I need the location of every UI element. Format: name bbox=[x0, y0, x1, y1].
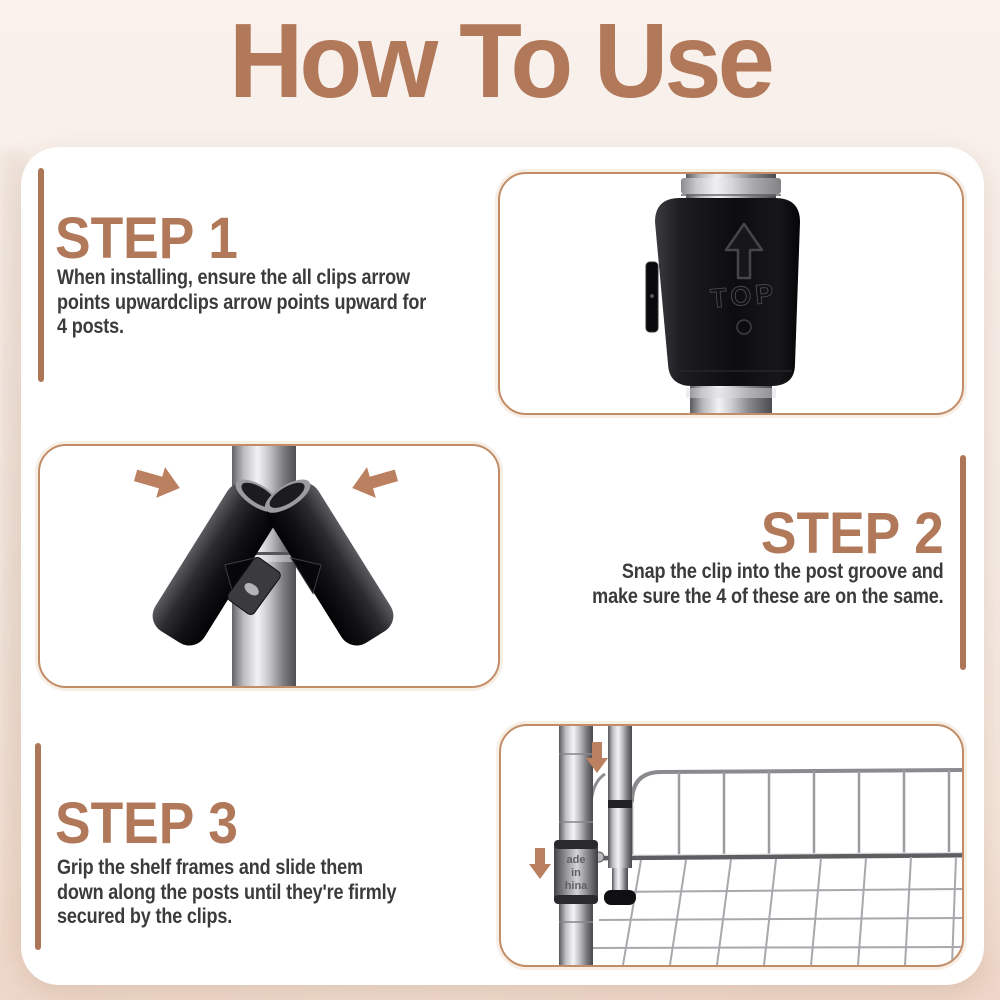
step-3-line-2: down along the posts until they're firmly bbox=[57, 880, 397, 904]
down-arrow-icon-left bbox=[529, 848, 551, 879]
step-1-accent-bar bbox=[38, 168, 44, 382]
collar-text-line-3: hina bbox=[564, 880, 588, 892]
step-3-line-1: Grip the shelf frames and slide them bbox=[57, 856, 363, 879]
step-2-accent-bar bbox=[960, 455, 966, 670]
shelf-slide-illustration bbox=[501, 726, 962, 965]
page-title: How To Use bbox=[229, 2, 771, 120]
clip-snap-photo bbox=[38, 444, 500, 688]
collar-text-line-1: ade bbox=[566, 854, 586, 866]
post-collar bbox=[554, 840, 598, 904]
step-3-line-3: secured by the clips. bbox=[57, 905, 233, 928]
step-1-description bbox=[57, 266, 426, 340]
basket-top-rail bbox=[632, 770, 962, 802]
step-1-line-2: points upwardclips arrow points upward for bbox=[57, 290, 427, 314]
inward-arrow-left-icon bbox=[131, 460, 184, 503]
sleeve-button bbox=[737, 320, 751, 334]
step-2-line-2: make sure the 4 of these are on the same. bbox=[591, 584, 943, 608]
clip-sleeve-photo bbox=[498, 172, 964, 415]
top-marking-text: TOP bbox=[709, 278, 779, 314]
inner-post bbox=[604, 726, 636, 905]
clip-sleeve-illustration bbox=[500, 174, 962, 413]
step-2-description bbox=[592, 560, 943, 609]
step-3-label: STEP 3 bbox=[55, 791, 238, 856]
shelf-slide-photo bbox=[499, 724, 964, 967]
instruction-card bbox=[21, 147, 984, 985]
basket-side-wires bbox=[632, 770, 949, 857]
clip-snap-illustration bbox=[40, 446, 498, 686]
basket-floor-grid bbox=[585, 857, 962, 965]
collar-text-line-2: in bbox=[571, 867, 581, 879]
step-1-label: STEP 1 bbox=[55, 206, 238, 271]
step-1-line-1: When installing, ensure the all clips arrow bbox=[57, 266, 410, 289]
step-2-label: STEP 2 bbox=[761, 501, 944, 566]
step-1-line-3: 4 posts. bbox=[57, 315, 124, 338]
step-3-accent-bar bbox=[35, 743, 41, 950]
step-2-line-1: Snap the clip into the post groove and bbox=[621, 560, 943, 583]
step-3-description bbox=[57, 856, 396, 930]
inward-arrow-right-icon bbox=[348, 460, 401, 503]
